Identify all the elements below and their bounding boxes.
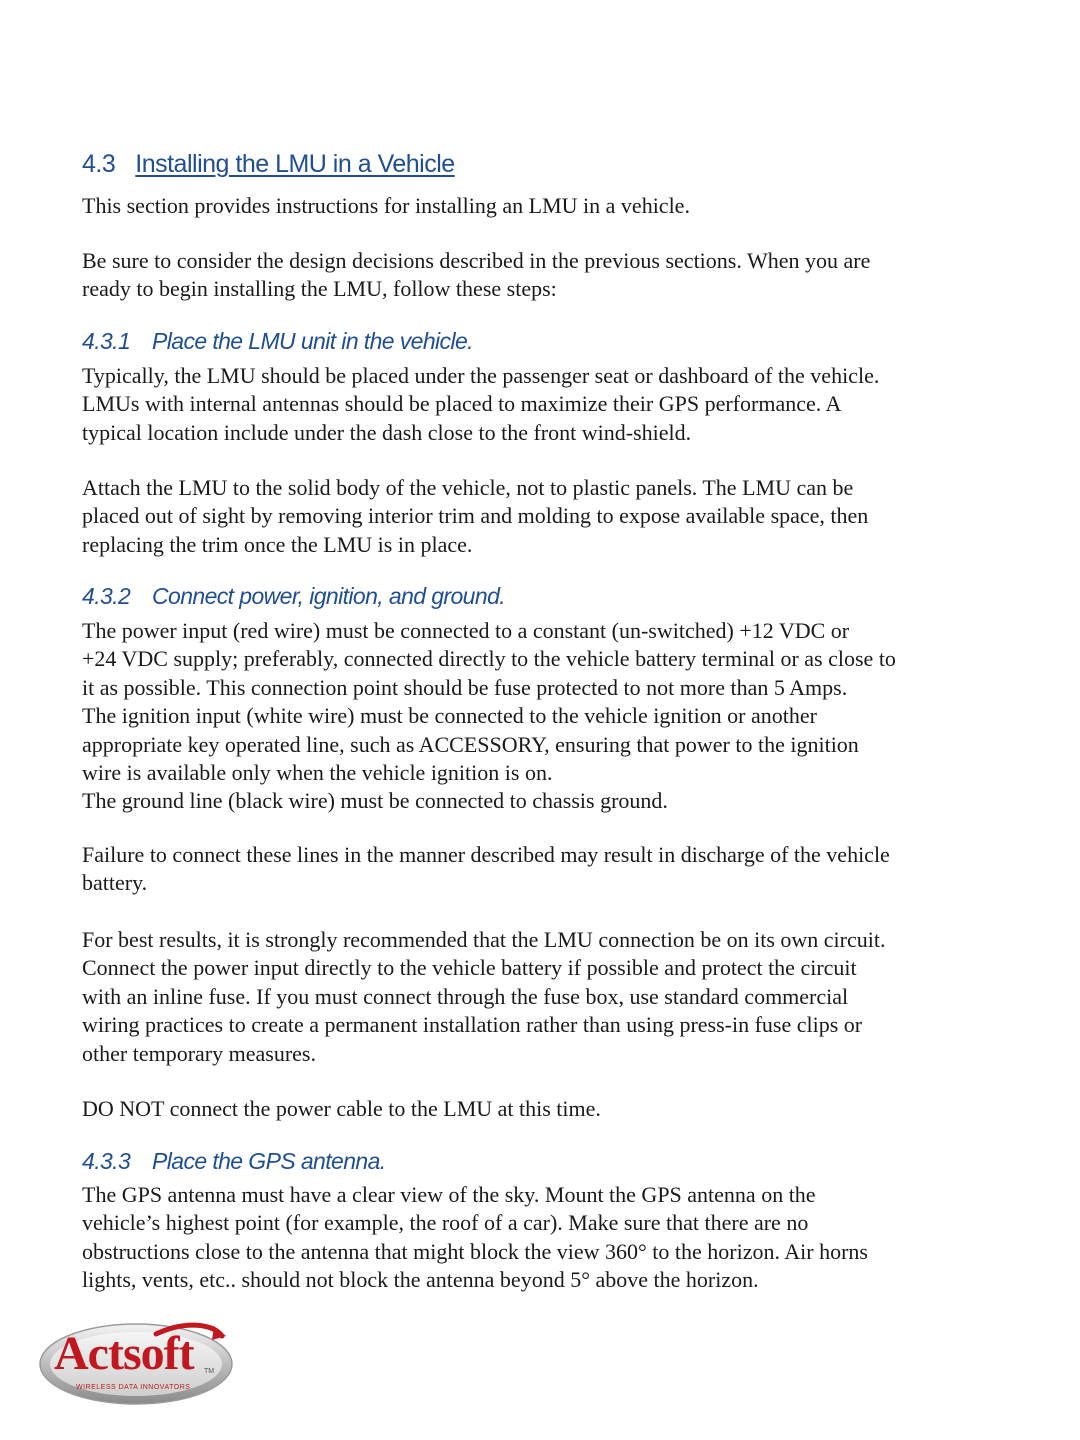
text-line: DO NOT connect the power cable to the LMU at this time. — [82, 1096, 601, 1121]
text-line: Typically, the LMU should be placed under the passenger seat or dashboard of the vehicle. — [82, 363, 880, 388]
text-line: battery. — [82, 870, 148, 896]
text-line: Connect the power input directly to the vehicle battery if possible and protect the circuit — [82, 955, 857, 981]
text-line: Failure to connect these lines in the manner described may result in discharge of the vehicle — [82, 842, 890, 867]
text-line: The ignition input (white wire) must be connected to the vehicle ignition or another — [82, 703, 817, 729]
text-line: obstructions close to the antenna that might block the view 360° to the horizon. Air horns — [82, 1238, 868, 1264]
section-title: Installing the LMU in a Vehicle — [135, 150, 455, 178]
text-line: The GPS antenna must have a clear view of the sky. Mount the GPS antenna on the — [82, 1182, 816, 1207]
text-line: ready to begin installing the LMU, follow these steps: — [82, 276, 557, 302]
section-number: 4.3 — [82, 150, 116, 178]
text-line: placed out of sight by removing interior trim and molding to expose available space, then — [82, 503, 869, 529]
text-line: lights, vents, etc.. should not block the antenna beyond 5° above the horizon. — [82, 1267, 759, 1293]
logo-tagline: WIRELESS DATA INNOVATORS — [76, 1384, 191, 1391]
subsection-title: Connect power, ignition, and ground. — [152, 583, 506, 609]
text-line: appropriate key operated line, such as ACCESSORY, ensuring that power to the ignition — [82, 731, 859, 757]
text-line: vehicle’s highest point (for example, the roof of a car). Make sure that there are no — [82, 1210, 809, 1236]
text-line: wire is available only when the vehicle ignition is on. — [82, 760, 553, 786]
text-line: wiring practices to create a permanent installation rather than using press-in fuse clips or — [82, 1012, 863, 1038]
subsection-number: 4.3.2 — [82, 583, 131, 609]
section-heading — [82, 150, 455, 179]
text-line: other temporary measures. — [82, 1040, 316, 1066]
intro-paragraph-1 — [82, 192, 992, 220]
text-line: it as possible. This connection point should be fuse protected to not more than 5 Amps. — [82, 674, 848, 700]
logo-trademark: TM — [204, 1368, 215, 1375]
text-line: typical location include under the dash close to the front wind-shield. — [82, 419, 692, 445]
sub1-paragraph-1 — [82, 362, 992, 447]
subsection-heading-4-3-1 — [82, 328, 473, 355]
sub1-paragraph-2 — [82, 474, 992, 559]
text-line: Attach the LMU to the solid body of the vehicle, not to plastic panels. The LMU can be — [82, 475, 854, 500]
subsection-number: 4.3.3 — [82, 1148, 131, 1174]
text-line: Be sure to consider the design decisions described in the previous sections. When you are — [82, 248, 871, 273]
text-line: The power input (red wire) must be connected to a constant (un-switched) +12 VDC or — [82, 618, 850, 643]
sub3-paragraph-1 — [82, 1181, 992, 1295]
subsection-title: Place the LMU unit in the vehicle. — [152, 328, 473, 354]
intro-paragraph-2 — [82, 247, 992, 304]
subsection-number: 4.3.1 — [82, 328, 131, 354]
subsection-heading-4-3-2 — [82, 583, 505, 610]
text-line: with an inline fuse. If you must connect through the fuse box, use standard commercial — [82, 983, 849, 1009]
sub2-paragraph-2 — [82, 841, 992, 898]
text-line: For best results, it is strongly recommended that the LMU connection be on its own circuit. — [82, 927, 886, 952]
text-line: replacing the trim once the LMU is in place. — [82, 531, 473, 557]
sub2-paragraph-1 — [82, 617, 992, 816]
logo-brand-text: Actsoft — [54, 1327, 194, 1380]
text-line: LMUs with internal antennas should be placed to maximize their GPS performance. A — [82, 391, 842, 417]
text-line: This section provides instructions for installing an LMU in a vehicle. — [82, 193, 690, 218]
sub2-paragraph-3 — [82, 926, 992, 1068]
text-line: The ground line (black wire) must be connected to chassis ground. — [82, 788, 668, 814]
sub2-paragraph-4 — [82, 1095, 992, 1123]
text-line: +24 VDC supply; preferably, connected directly to the vehicle battery terminal or as close to — [82, 646, 896, 672]
actsoft-logo — [36, 1312, 236, 1412]
subsection-title: Place the GPS antenna. — [152, 1148, 386, 1174]
subsection-heading-4-3-3 — [82, 1148, 386, 1175]
